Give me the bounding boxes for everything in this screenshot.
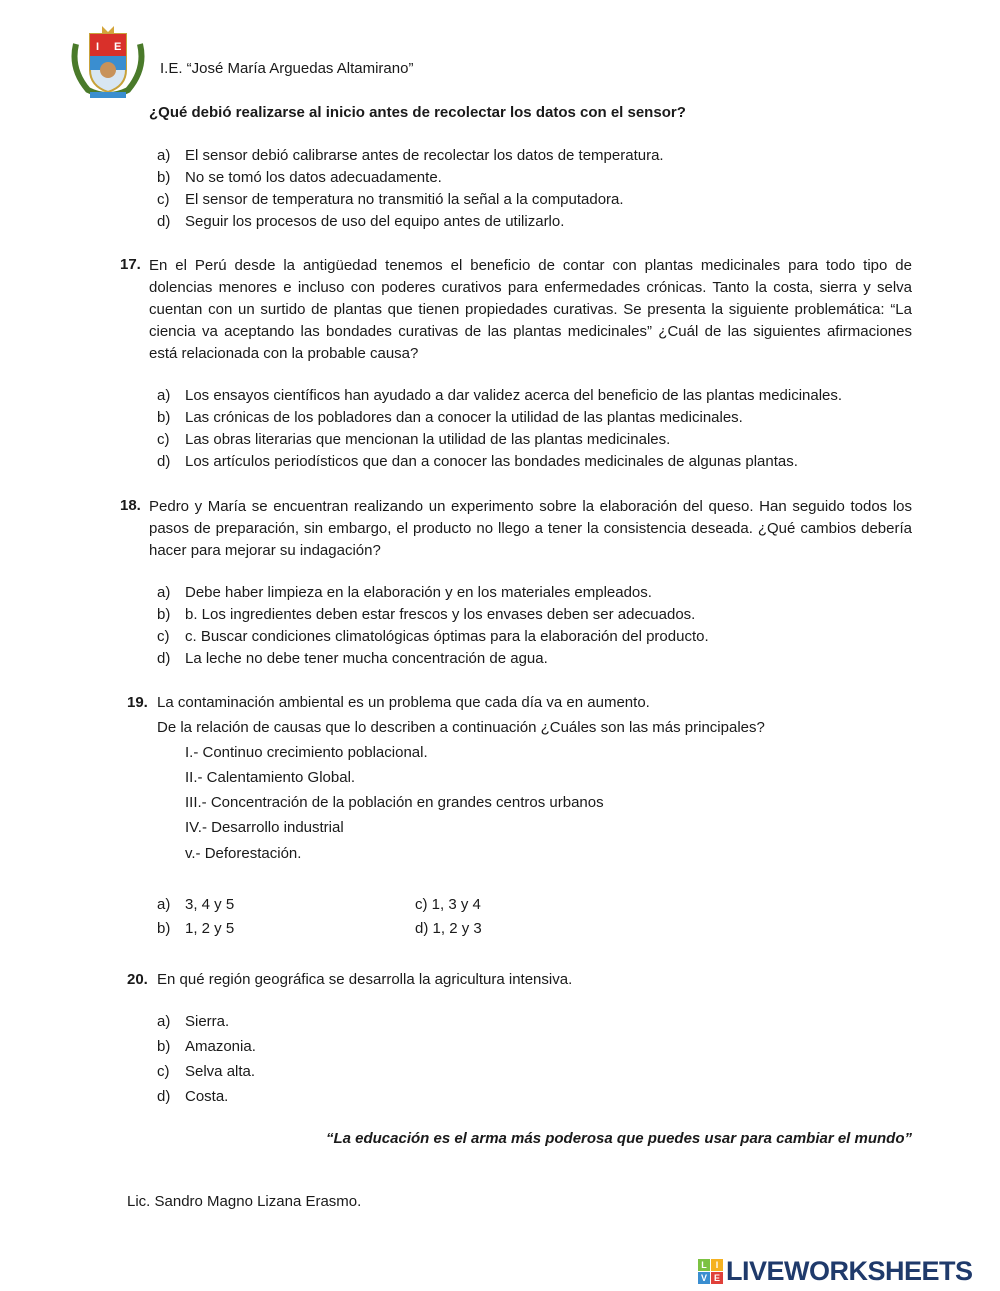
option-text: Sierra.	[185, 1013, 230, 1030]
question-number: 17.	[120, 256, 141, 273]
option-text: Los ensayos científicos han ayudado a dar validez acerca del beneficio de las plantas medicinales.	[185, 387, 843, 404]
cause-item: I.- Continuo crecimiento poblacional.	[185, 744, 428, 761]
option[interactable]	[157, 650, 548, 667]
option[interactable]	[157, 191, 624, 208]
option[interactable]	[157, 920, 234, 937]
option-text: Las obras literarias que mencionan la utilidad de las plantas medicinales.	[185, 431, 671, 448]
cause-item: III.- Concentración de la población en grandes centros urbanos	[185, 794, 604, 811]
question-19-line2: De la relación de causas que lo describen a continuación ¿Cuáles son las más principales?	[157, 719, 765, 736]
option-text: Los artículos periodísticos que dan a conocer las bondades medicinales de algunas plantas.	[185, 453, 798, 470]
option-letter: b)	[157, 169, 171, 186]
option[interactable]	[157, 453, 798, 470]
option-text: c. Buscar condiciones climatológicas óptimas para la elaboración del producto.	[185, 628, 709, 645]
question-16-text: ¿Qué debió realizarse al inicio antes de recolectar los datos con el sensor?	[149, 104, 686, 121]
question-number: 20.	[127, 971, 148, 988]
option-letter: b)	[157, 606, 171, 623]
option-letter: c)	[157, 628, 170, 645]
option-letter: c)	[157, 191, 170, 208]
cause-item: II.- Calentamiento Global.	[185, 769, 356, 786]
option-letter: d)	[157, 213, 171, 230]
option[interactable]	[157, 584, 652, 601]
option[interactable]	[157, 1013, 229, 1030]
option-text: Debe haber limpieza en la elaboración y en los materiales empleados.	[185, 584, 652, 601]
question-18-text: Pedro y María se encuentran realizando un experimento sobre la elaboración del queso. Han seguido todos los pasos de preparación, sin embargo, el producto no llego a tener la consistencia deseada. ¿Qué cambios debería hacer para mejorar su indagación?	[149, 498, 912, 559]
option-text: El sensor de temperatura no transmitió la señal a la computadora.	[185, 191, 624, 208]
option[interactable]	[157, 896, 234, 913]
option-text: b. Los ingredientes deben estar frescos y los envases deben ser adecuados.	[185, 606, 696, 623]
option[interactable]	[157, 169, 442, 186]
school-logo	[68, 24, 148, 102]
brand-name: LIVEWORKSHEETS	[726, 1255, 973, 1286]
option-text: 1, 3 y 4	[431, 896, 481, 913]
option[interactable]	[157, 431, 670, 448]
option-text: Las crónicas de los pobladores dan a conocer la utilidad de las plantas medicinales.	[185, 409, 743, 426]
question-20-text: En qué región geográfica se desarrolla la agricultura intensiva.	[157, 971, 573, 988]
live-tiles-icon: L I V E	[698, 1259, 723, 1284]
option-text: Costa.	[185, 1088, 229, 1105]
question-number: 19.	[127, 694, 148, 711]
option[interactable]	[157, 1063, 255, 1080]
option-letter: c)	[157, 1063, 170, 1080]
option-letter: d)	[157, 650, 171, 667]
signature: Lic. Sandro Magno Lizana Erasmo.	[127, 1193, 362, 1210]
option-letter: d)	[157, 453, 171, 470]
option-letter: a)	[157, 147, 171, 164]
option[interactable]	[157, 1038, 256, 1055]
option[interactable]	[415, 896, 481, 913]
option-letter: d)	[157, 1088, 171, 1105]
option-text: La leche no debe tener mucha concentración de agua.	[185, 650, 548, 667]
svg-text:I: I	[96, 41, 100, 53]
option-letter: b)	[157, 409, 171, 426]
cause-item: v.- Deforestación.	[185, 845, 302, 862]
option-letter: a)	[157, 584, 171, 601]
option-letter: c)	[415, 896, 428, 913]
option[interactable]	[157, 147, 664, 164]
option-text: Seguir los procesos de uso del equipo antes de utilizarlo.	[185, 213, 565, 230]
option-letter: b)	[157, 920, 171, 937]
option-letter: c)	[157, 431, 170, 448]
svg-text:E: E	[114, 41, 122, 53]
option[interactable]	[157, 409, 743, 426]
option[interactable]	[157, 606, 695, 623]
option[interactable]	[157, 213, 564, 230]
option-letter: b)	[157, 1038, 171, 1055]
option-letter: a)	[157, 387, 171, 404]
liveworksheets-logo	[698, 1257, 973, 1285]
option-letter: d)	[415, 920, 429, 937]
question-17-text: En el Perú desde la antigüedad tenemos el beneficio de contar con plantas medicinales para todo tipo de dolencias menores e incluso con poderes curativos para enfermedades crónicas. Tanto la costa, sierra y selva cuentan con un surtido de plantas que tienen propiedades curativas. Se presenta la siguiente problemática: “La ciencia va aceptando las bondades curativas de las plantas medicinales” ¿Cuál de las siguientes afirmaciones está relacionada con la probable causa?	[149, 257, 912, 362]
option-text: 3, 4 y 5	[185, 896, 235, 913]
option[interactable]	[157, 628, 709, 645]
quote: “La educación es el arma más poderosa que puedes usar para cambiar el mundo”	[325, 1130, 912, 1147]
option-text: Amazonia.	[185, 1038, 256, 1055]
option[interactable]	[157, 387, 842, 404]
school-name: I.E. “José María Arguedas Altamirano”	[160, 60, 414, 77]
option-text: Selva alta.	[185, 1063, 256, 1080]
option-text: 1, 2 y 5	[185, 920, 235, 937]
option-text: El sensor debió calibrarse antes de recolectar los datos de temperatura.	[185, 147, 664, 164]
option-text: No se tomó los datos adecuadamente.	[185, 169, 442, 186]
question-19-line1: La contaminación ambiental es un problema que cada día va en aumento.	[157, 694, 650, 711]
cause-item: IV.- Desarrollo industrial	[185, 819, 344, 836]
option-letter: a)	[157, 896, 171, 913]
option[interactable]	[415, 920, 482, 937]
question-number: 18.	[120, 497, 141, 514]
option[interactable]	[157, 1088, 228, 1105]
option-text: 1, 2 y 3	[432, 920, 482, 937]
option-letter: a)	[157, 1013, 171, 1030]
